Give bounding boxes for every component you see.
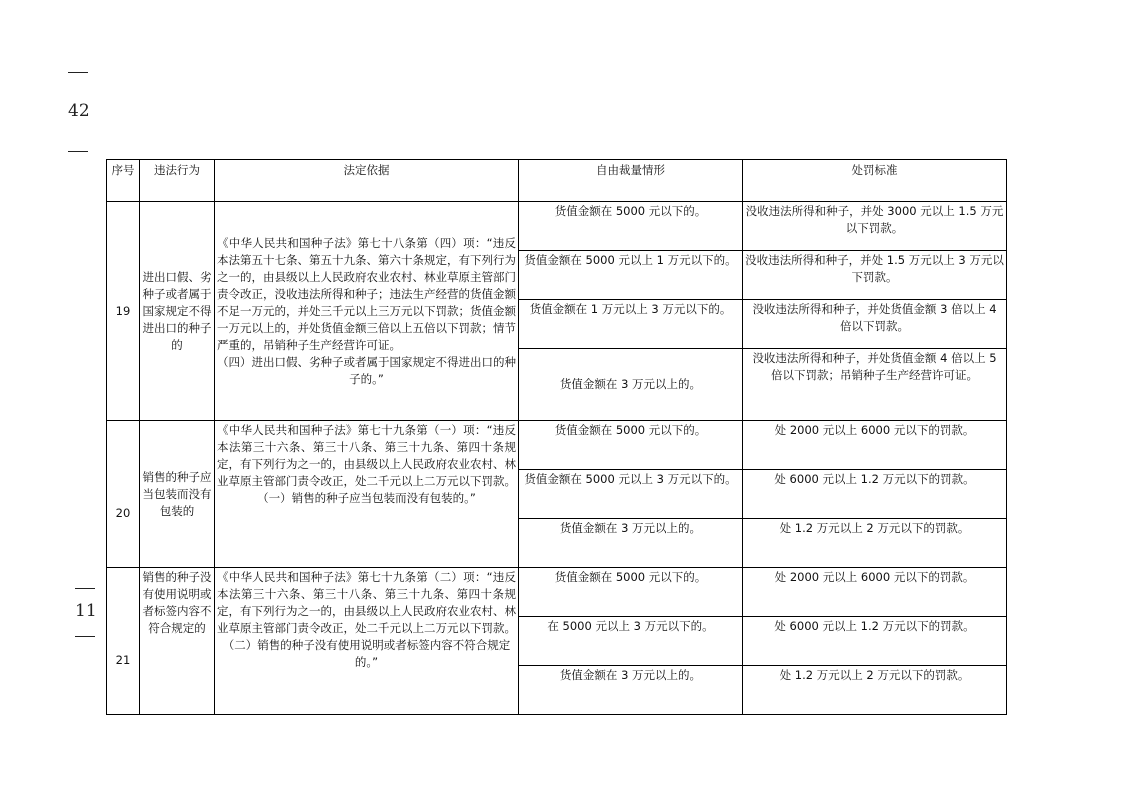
legal-basis [215, 568, 519, 715]
table-row [107, 421, 1007, 470]
penalty-standard: 处 2000 元以上 6000 元以下的罚款。 [743, 421, 1007, 470]
penalty-standard: 处 1.2 万元以上 2 万元以下的罚款。 [743, 666, 1007, 715]
discretion-case: 货值金额在 5000 元以下的。 [519, 421, 743, 470]
page-number-dash [68, 72, 88, 73]
discretion-case: 货值金额在 3 万元以上的。 [519, 349, 743, 421]
penalty-standard: 处 1.2 万元以上 2 万元以下的罚款。 [743, 519, 1007, 568]
row-number: 19 [107, 202, 140, 421]
penalty-standard: 处 2000 元以上 6000 元以下的罚款。 [743, 568, 1007, 617]
table-row [107, 568, 1007, 617]
header-discretion: 自由裁量情形 [519, 160, 743, 202]
violation-act: 进出口假、劣种子或者属于国家规定不得进出口的种子的 [140, 202, 215, 421]
penalty-standard: 没收违法所得和种子，并处 3000 元以上 1.5 万元以下罚款。 [743, 202, 1007, 251]
page-number-dash [75, 636, 95, 637]
legal-basis-item: （一）销售的种子应当包装而没有包装的。” [257, 491, 476, 505]
penalty-standard: 没收违法所得和种子，并处 1.5 万元以上 3 万元以下罚款。 [743, 251, 1007, 300]
header-standard: 处罚标准 [743, 160, 1007, 202]
table-row [107, 202, 1007, 251]
header-basis: 法定依据 [215, 160, 519, 202]
penalty-table [106, 159, 1007, 715]
header-act: 违法行为 [140, 160, 215, 202]
violation-act: 销售的种子应当包装而没有包装的 [140, 421, 215, 568]
page-number-dash [68, 151, 88, 152]
discretion-case: 货值金额在 1 万元以上 3 万元以下的。 [519, 300, 743, 349]
page-number-bottom: 11 [75, 601, 97, 621]
violation-act: 销售的种子没有使用说明或者标签内容不符合规定的 [140, 568, 215, 715]
discretion-case: 货值金额在 5000 元以上 3 万元以下的。 [519, 470, 743, 519]
discretion-case: 货值金额在 3 万元以上的。 [519, 666, 743, 715]
header-no: 序号 [107, 160, 140, 202]
table-header-row [107, 160, 1007, 202]
legal-basis [215, 421, 519, 568]
row-number: 21 [107, 568, 140, 715]
discretion-case: 货值金额在 3 万元以上的。 [519, 519, 743, 568]
discretion-case: 货值金额在 5000 元以下的。 [519, 568, 743, 617]
page-number-dash [75, 588, 95, 589]
legal-basis-text: 《中华人民共和国种子法》第七十九条第（二）项：“违反本法第三十六条、第三十八条、第三十九条、第四十条规定，有下列行为之一的，由县级以上人民政府农业农村、林业草原主管部门责令改正，处二千元以上二万元以下罚款。 [217, 570, 516, 635]
legal-basis-text: 《中华人民共和国种子法》第七十八条第（四）项：“违反本法第五十七条、第五十九条、第六十条规定，有下列行为之一的，由县级以上人民政府农业农村、林业草原主管部门责令改正，没收违法所得和种子；违法生产经营的货值金额不足一万元的，并处三千元以上三万元以下罚款；货值金额一万元以上的，并处货值金额三倍以上五倍以下罚款；情节严重的，吊销种子生产经营许可证。 [217, 235, 516, 352]
legal-basis [215, 202, 519, 421]
discretion-case: 货值金额在 5000 元以上 1 万元以下的。 [519, 251, 743, 300]
penalty-standard: 没收违法所得和种子，并处货值金额 4 倍以上 5 倍以下罚款；吊销种子生产经营许可证。 [743, 349, 1007, 421]
penalty-standard: 处 6000 元以上 1.2 万元以下的罚款。 [743, 470, 1007, 519]
legal-basis-item: （二）销售的种子没有使用说明或者标签内容不符合规定的。” [222, 638, 511, 669]
penalty-standard: 处 6000 元以上 1.2 万元以下的罚款。 [743, 617, 1007, 666]
row-number: 20 [107, 421, 140, 568]
penalty-standard: 没收违法所得和种子，并处货值金额 3 倍以上 4 倍以下罚款。 [743, 300, 1007, 349]
legal-basis-text: 《中华人民共和国种子法》第七十九条第（一）项：“违反本法第三十六条、第三十八条、第三十九条、第四十条规定，有下列行为之一的，由县级以上人民政府农业农村、林业草原主管部门责令改正，处二千元以上二万元以下罚款。 [217, 423, 516, 488]
discretion-case: 在 5000 元以上 3 万元以下的。 [519, 617, 743, 666]
legal-basis-item: （四）进出口假、劣种子或者属于国家规定不得进出口的种子的。” [217, 354, 516, 386]
page-number-top: 42 [68, 101, 90, 121]
discretion-case: 货值金额在 5000 元以下的。 [519, 202, 743, 251]
